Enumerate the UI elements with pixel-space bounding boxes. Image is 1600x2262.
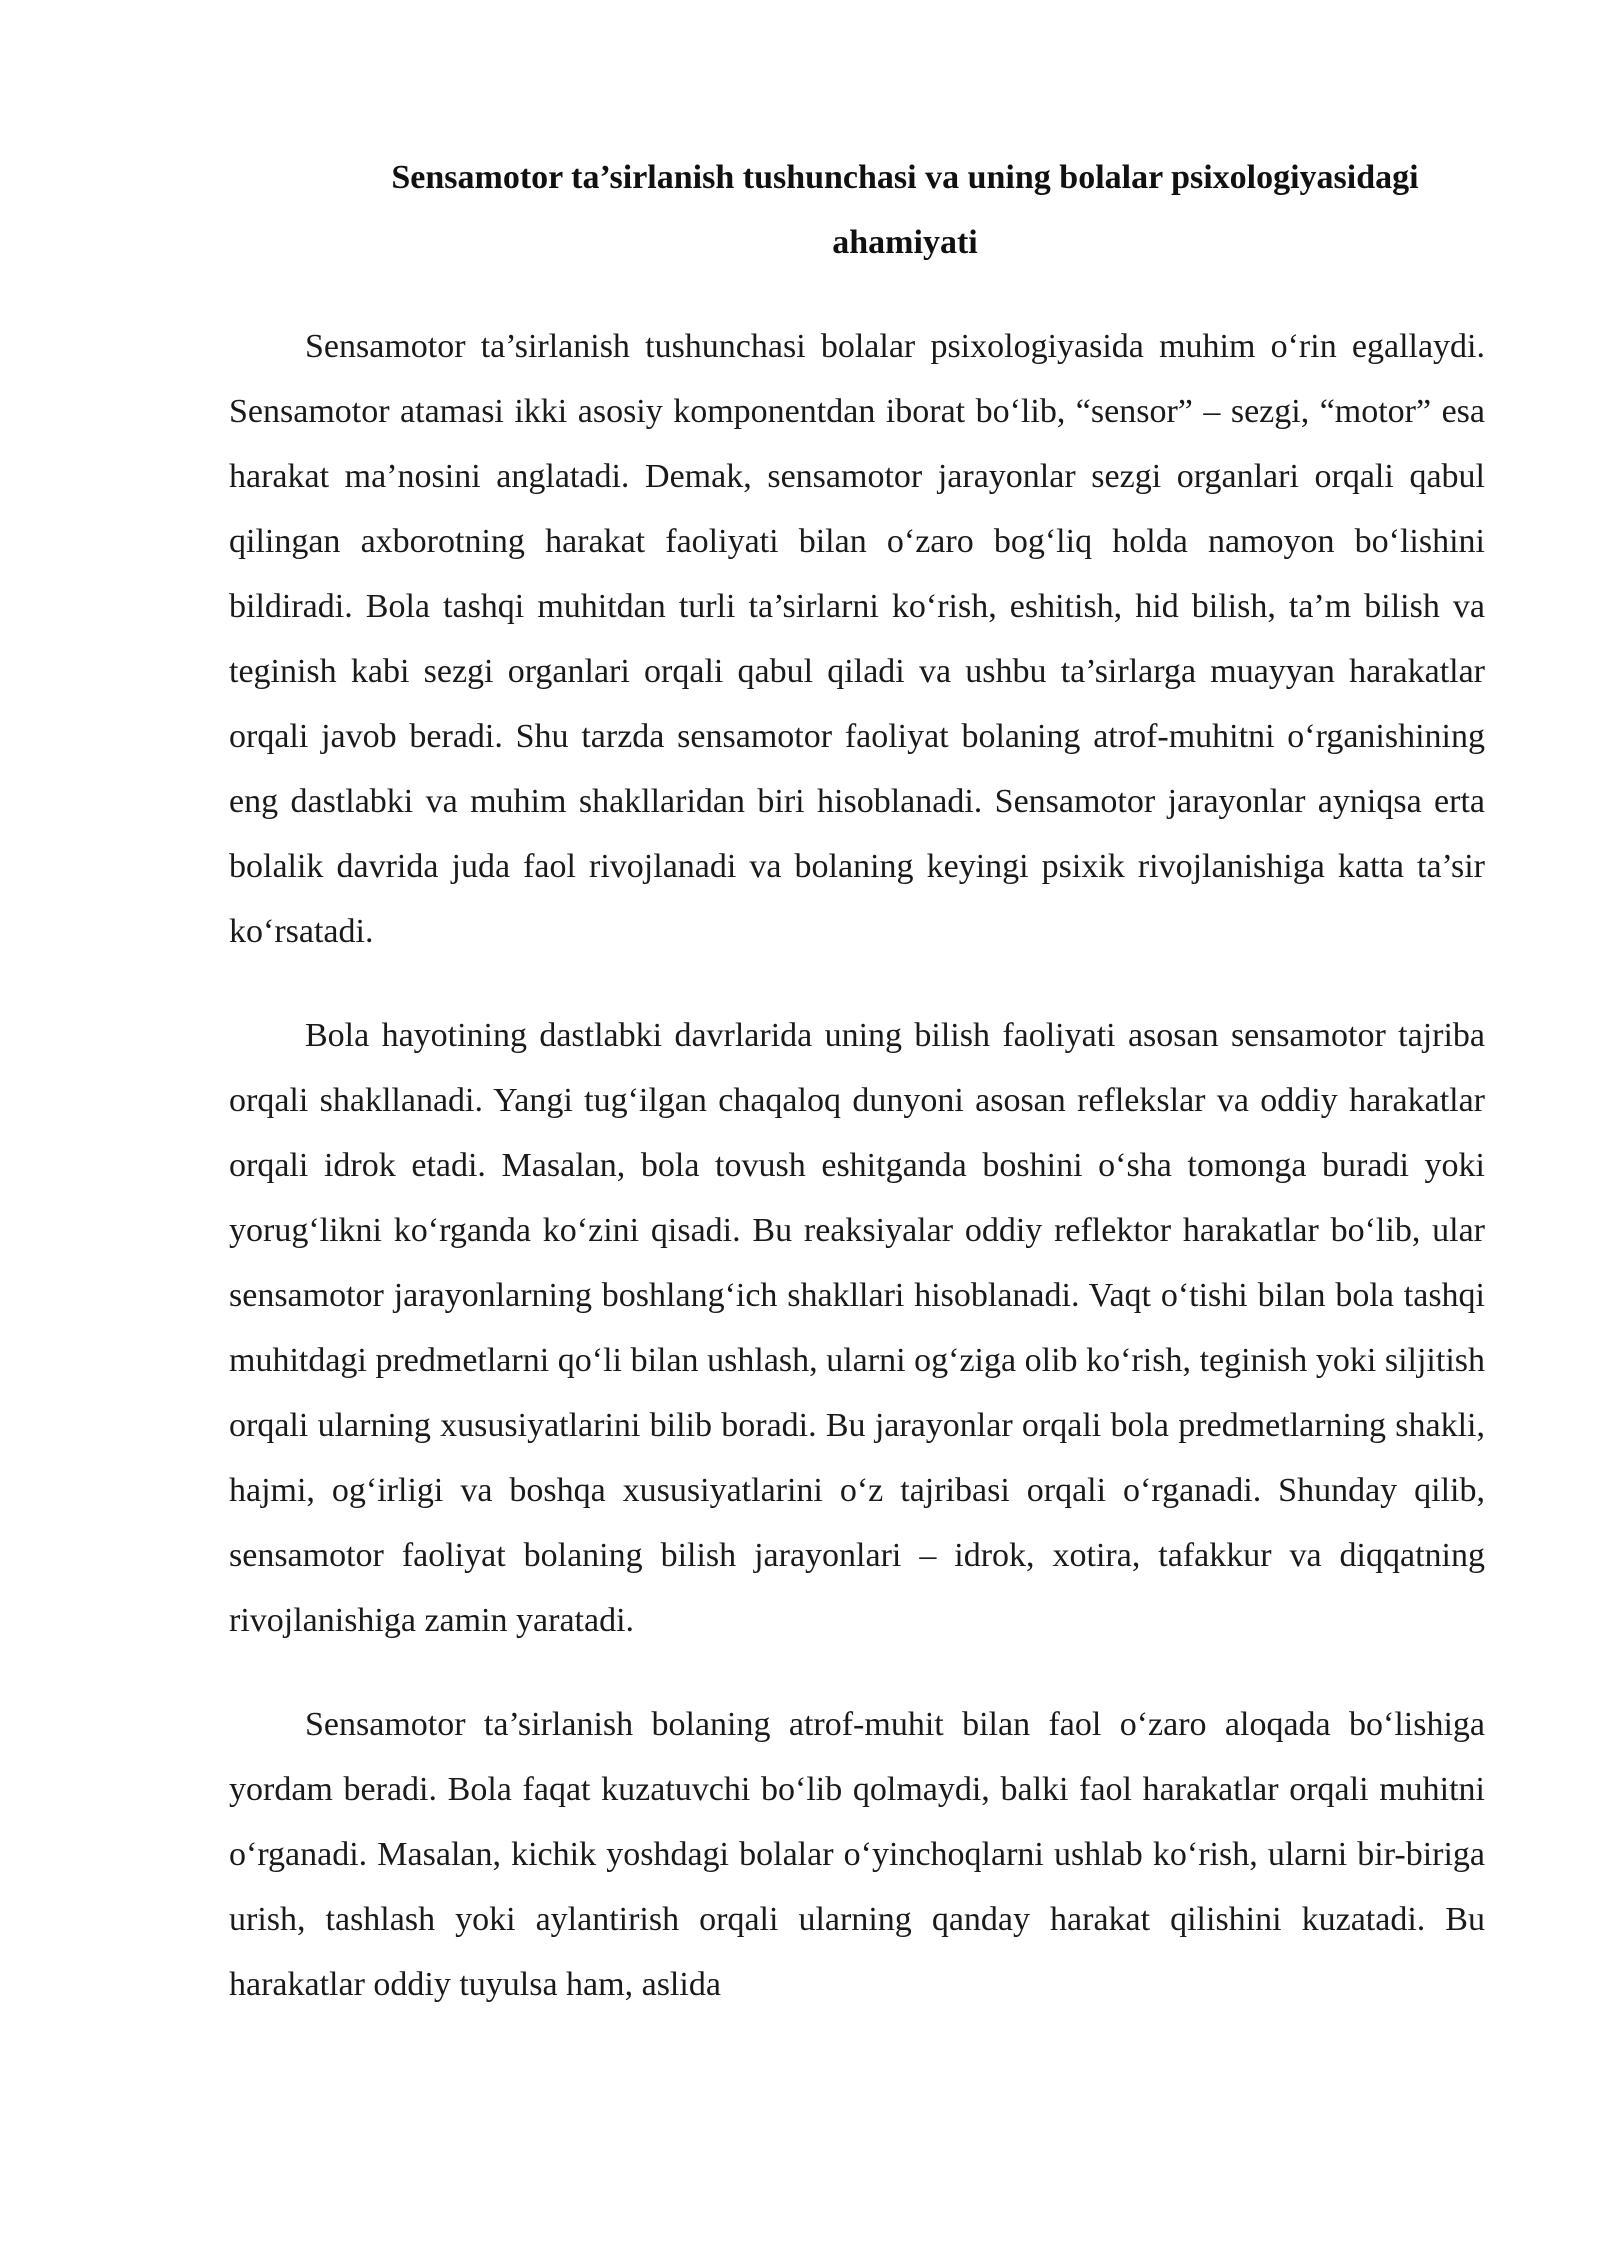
document-body xyxy=(229,145,1485,2017)
paragraph-1: Sensamotor ta’sirlanish tushunchasi bolalar psixologiyasida muhim o‘rin egallaydi. Sensamotor atamasi ikki asosiy komponentdan iborat bo‘lib, “sensor” – sezgi, “motor” esa harakat ma’nosini anglatadi. Demak, sensamotor jarayonlar sezgi organlari orqali qabul qilingan axborotning harakat faoliyati bilan o‘zaro bog‘liq holda namoyon bo‘lishini bildiradi. Bola tashqi muhitdan turli ta’sirlarni ko‘rish, eshitish, hid bilish, ta’m bilish va teginish kabi sezgi organlari orqali qabul qiladi va ushbu ta’sirlarga muayyan harakatlar orqali javob beradi. Shu tarzda sensamotor faoliyat bolaning atrof-muhitni o‘rganishining eng dastlabki va muhim shakllaridan biri hisoblanadi. Sensamotor jarayonlar ayniqsa erta bolalik davrida juda faol rivojlanadi va bolaning keyingi psixik rivojlanishiga katta ta’sir ko‘rsatadi. xyxy=(229,328,1485,950)
document-title: Sensamotor ta’sirlanish tushunchasi va uning bolalar psixologiyasidagi ahamiyati xyxy=(391,159,1419,261)
paragraph-3: Sensamotor ta’sirlanish bolaning atrof-muhit bilan faol o‘zaro aloqada bo‘lishiga yordam beradi. Bola faqat kuzatuvchi bo‘lib qolmaydi, balki faol harakatlar orqali muhitni o‘rganadi. Masalan, kichik yoshdagi bolalar o‘yinchoqlarni ushlab ko‘rish, ularni bir-biriga urish, tashlash yoki aylantirish orqali ularning qanday harakat qilishini kuzatadi. Bu harakatlar oddiy tuyulsa ham, aslida xyxy=(229,1706,1485,2003)
paragraph-2: Bola hayotining dastlabki davrlarida uning bilish faoliyati asosan sensamotor tajriba orqali shakllanadi. Yangi tug‘ilgan chaqaloq dunyoni asosan reflekslar va oddiy harakatlar orqali idrok etadi. Masalan, bola tovush eshitganda boshini o‘sha tomonga buradi yoki yorug‘likni ko‘rganda ko‘zini qisadi. Bu reaksiyalar oddiy reflektor harakatlar bo‘lib, ular sensamotor jarayonlarning boshlang‘ich shakllari hisoblanadi. Vaqt o‘tishi bilan bola tashqi muhitdagi predmetlarni qo‘li bilan ushlash, ularni og‘ziga olib ko‘rish, teginish yoki siljitish orqali ularning xususiyatlarini bilib boradi. Bu jarayonlar orqali bola predmetlarning shakli, hajmi, og‘irligi va boshqa xususiyatlarini o‘z tajribasi orqali o‘rganadi. Shunday qilib, sensamotor faoliyat bolaning bilish jarayonlari – idrok, xotira, tafakkur va diqqatning rivojlanishiga zamin yaratadi. xyxy=(229,1017,1485,1639)
